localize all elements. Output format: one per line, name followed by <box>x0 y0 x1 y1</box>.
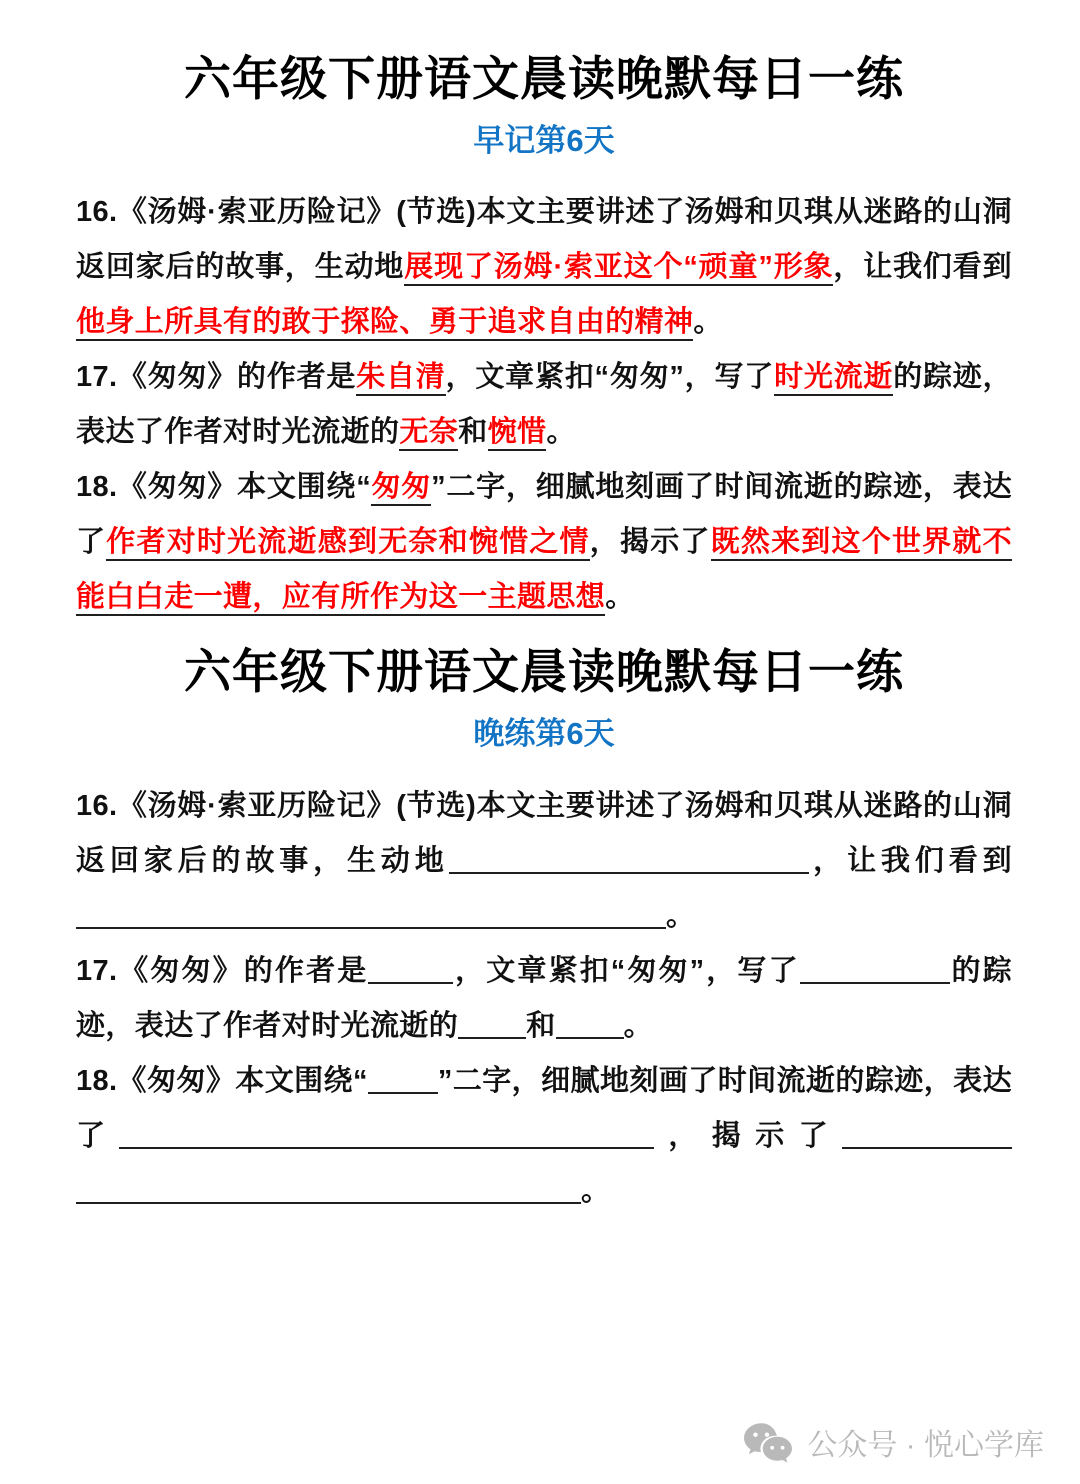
question-item <box>76 1054 1012 1219</box>
answer-text: 匆匆 <box>371 471 431 506</box>
section-subtitle: 晚练第6天 <box>473 716 615 752</box>
fill-in-blank <box>76 900 666 929</box>
question-text: 。 <box>546 416 576 449</box>
fill-in-blank <box>556 1010 624 1039</box>
question-text: ，揭示了 <box>654 1119 842 1152</box>
answer-text: 展现了汤姆·索亚这个“顽童”形象 <box>404 251 833 286</box>
question-text: ，让我们看到 <box>833 251 1012 284</box>
question-text: 的踪迹，表达了作者对时光流逝的 <box>76 954 1012 1042</box>
question-text: 16.《汤姆·索亚历险记》(节选)本文主要讲述了汤姆和贝琪从迷路的山洞返回家后的故事，生动地 <box>76 196 1012 284</box>
question-text: 18.《匆匆》本文围绕“ <box>76 1064 368 1097</box>
section-title: 六年级下册语文晨读晚默每日一练 <box>184 54 904 106</box>
question-item <box>76 944 1012 1054</box>
question-item <box>76 460 1012 625</box>
fill-in-blank <box>800 955 950 984</box>
question-text: 。 <box>623 1009 654 1042</box>
question-text: 17.《匆匆》的作者是 <box>76 361 357 394</box>
question-text: 18.《匆匆》本文围绕“ <box>76 471 372 504</box>
section-subtitle: 早记第6天 <box>473 123 615 159</box>
question-item <box>76 350 1012 460</box>
section-evening <box>76 643 1012 1218</box>
section-title: 六年级下册语文晨读晚默每日一练 <box>184 647 904 700</box>
question-item <box>76 779 1012 944</box>
question-text: 。 <box>605 581 635 614</box>
question-text: ，文章紧扣“匆匆”，写了 <box>453 954 800 987</box>
answer-text: 既然来到这个世界就不能白白走一遭，应有所作为这一主题思想 <box>76 526 1012 616</box>
wechat-icon <box>743 1421 793 1463</box>
fill-in-blank <box>76 1175 581 1204</box>
answer-text: 惋惜 <box>488 416 547 451</box>
fill-in-blank <box>842 1120 1012 1149</box>
question-list <box>76 779 1012 1219</box>
watermark <box>743 1420 1044 1464</box>
question-text: 16.《汤姆·索亚历险记》(节选)本文主要讲述了汤姆和贝琪从迷路的山洞返回家后的故事，生动地 <box>76 789 1012 877</box>
question-item <box>76 185 1012 350</box>
section-morning <box>76 50 1012 625</box>
question-text: ”二字，细腻地刻画了时间流逝的踪迹，表达了 <box>76 471 1012 559</box>
question-text: 的踪迹，表达了作者对时光流逝的 <box>76 361 1012 449</box>
answer-text: 无奈 <box>399 416 458 451</box>
question-text: 。 <box>666 899 696 932</box>
question-text: 和 <box>526 1009 556 1042</box>
question-text: 17.《匆匆》的作者是 <box>76 954 369 987</box>
fill-in-blank <box>368 955 453 984</box>
answer-text: 作者对时光流逝感到无奈和惋惜之情 <box>106 526 590 561</box>
fill-in-blank <box>449 845 809 874</box>
watermark-label: 公众号 · 悦心学库 <box>807 1429 1044 1462</box>
fill-in-blank <box>458 1010 526 1039</box>
question-text: 。 <box>581 1174 611 1207</box>
question-text: ，文章紧扣“匆匆”，写了 <box>445 361 775 394</box>
answer-text: 时光流逝 <box>774 361 893 396</box>
question-text: ”二字，细腻地刻画了时间流逝的踪迹，表达了 <box>76 1064 1012 1152</box>
fill-in-blank <box>368 1065 438 1094</box>
fill-in-blank <box>119 1120 654 1149</box>
question-text: ，揭示了 <box>589 526 711 559</box>
answer-text: 他身上所具有的敢于探险、勇于追求自由的精神 <box>76 306 693 341</box>
question-text: 。 <box>693 306 723 339</box>
question-text: 和 <box>458 416 488 449</box>
question-list <box>76 185 1012 625</box>
answer-text: 朱自清 <box>356 361 445 396</box>
question-text: ，让我们看到 <box>808 844 1012 877</box>
